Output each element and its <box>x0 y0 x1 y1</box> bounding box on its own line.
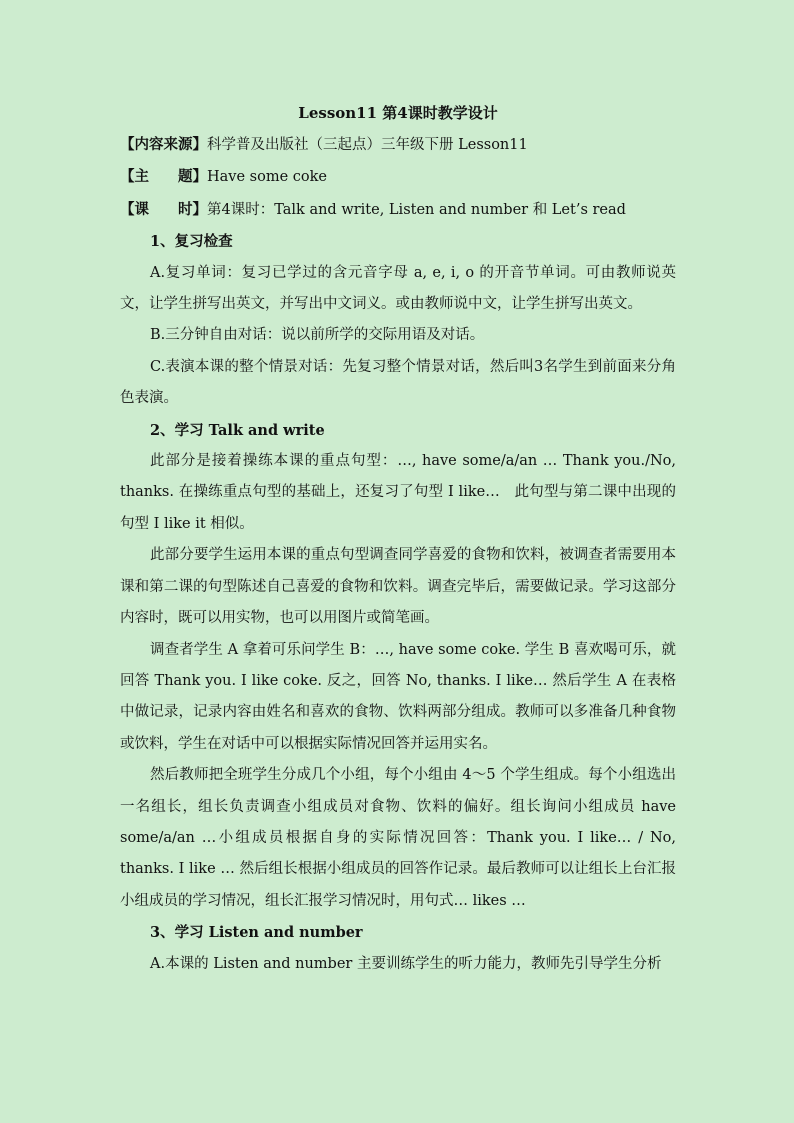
paragraph: A.本课的 Listen and number 主要训练学生的听力能力，教师先引导学生分析 <box>150 955 662 972</box>
paragraph: C.表演本课的整个情景对话：先复习整个情景对话，然后叫3名学生到前面来分角色表演。 <box>120 358 676 407</box>
meta-period-key: 【课 时】 <box>120 200 207 218</box>
paragraph: 此部分要学生运用本课的重点句型调查同学喜爱的食物和饮料，被调查者需要用本课和第二课的句型陈述自己喜爱的食物和饮料。调查完毕后，需要做记录。学习这部分内容时，既可以用实物，也可以用图片或简笔画。 <box>120 547 676 627</box>
document-title: Lesson11 第4课时教学设计 <box>298 104 498 122</box>
meta-period <box>120 194 676 226</box>
paragraph: 此部分是接着操练本课的重点句型：…, have some/a/an … Thank you./No, thanks. 在操练重点句型的基础上，还复习了句型 I like… 此句型与第二课中出现的句型 I like it 相似。 <box>120 453 676 532</box>
meta-topic <box>120 161 676 193</box>
meta-source <box>120 129 676 161</box>
meta-source-value: 科学普及出版社（三起点）三年级下册 Lesson11 <box>207 137 528 153</box>
meta-source-key: 【内容来源】 <box>120 136 207 153</box>
meta-topic-value: Have some coke <box>207 169 328 186</box>
paragraph: B.三分钟自由对话：说以前所学的交际用语及对话。 <box>150 327 485 344</box>
meta-period-value: 第4课时：Talk and write, Listen and number 和 Let’s read <box>207 201 626 218</box>
paragraph: A.复习单词：复习已学过的含元音字母 a, e, i, o 的开音节单词。可由教师说英文，让学生拼写出英文，并写出中文词义。或由教师说中文，让学生拼写出英文。 <box>120 264 676 313</box>
paragraph: 然后教师把全班学生分成几个小组，每个小组由 4～5 个学生组成。每个小组选出一名组长，组长负责调查小组成员对食物、饮料的偏好。组长询问小组成员 have some/a/an …小组成员根据自身的实际情况回答：Thank you. I like… / No, thanks. I like … 然后组长根据小组成员的回答作记录。最后教师可以让组长上台汇报小组成员的学习情况，组长汇报学习情况时，用句式… likes … <box>120 767 676 909</box>
section-heading-talk-and-write: 2、学习 Talk and write <box>150 421 325 439</box>
paragraph: 调查者学生 A 拿着可乐问学生 B：…, have some coke. 学生 B 喜欢喝可乐，就回答 Thank you. I like coke. 反之，回答 No, thanks. I like… 然后学生 A 在表格中做记录，记录内容由姓名和喜欢的食物、饮料两部分组成。教师可以多准备几种食物或饮料，学生在对话中可以根据实际情况回答并运用实名。 <box>120 641 676 752</box>
document-page <box>120 98 676 980</box>
section-heading-listen-and-number: 3、学习 Listen and number <box>150 924 363 942</box>
section-heading-review: 1、复习检查 <box>150 233 233 251</box>
meta-topic-key: 【主 题】 <box>120 168 207 186</box>
